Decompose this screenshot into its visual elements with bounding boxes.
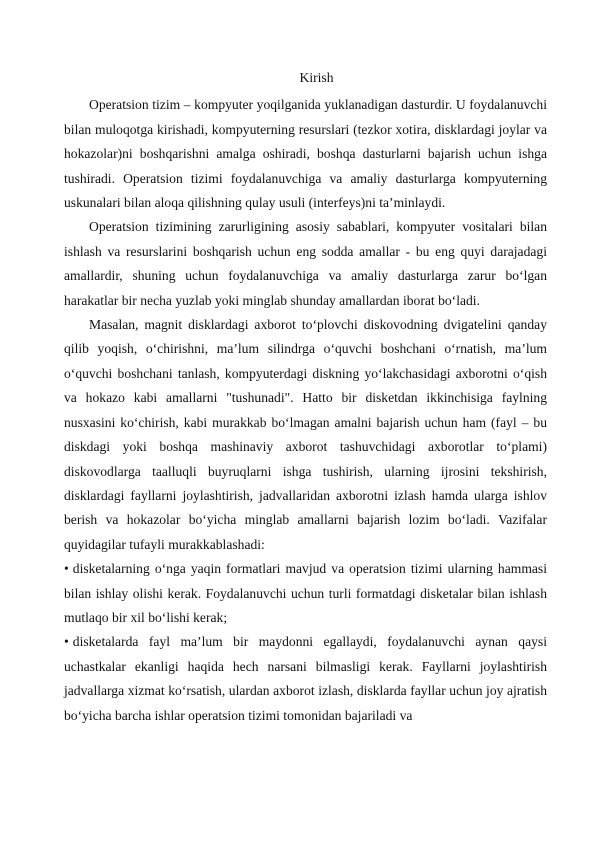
- bullet-item-file-placement: [64, 630, 547, 728]
- bullet-icon: •: [64, 634, 69, 650]
- bullet-item-formats: [64, 557, 547, 630]
- bullet-text: disketalarda fayl ma’lum bir maydonni egallaydi, foydalanuvchi aynan qaysi uchastkalar ekanligi haqida hech narsani bilmasligi kerak. Fayllarni joylashtirish jadvallarga xizmat ko‘rsatish, ulardan axborot izlash, disklarda fayllar uchun joy ajratish bo‘yicha barcha ishlar operatsion tizimi tomonidan bajariladi va: [64, 634, 547, 723]
- page-title: Kirish: [299, 70, 334, 85]
- paragraph-disk-example: Masalan, magnit disklardagi axborot to‘plovchi diskovodning dvigatelini qanday qilib yoqish, o‘chirishni, ma’lum silindrga o‘quvchi boshchani o‘rnatish, ma’lum o‘quvchi boshchani tanlash, kompyuterdagi diskning yo‘lakchasidagi axborotni o‘qish va hokazo kabi amallarni "tushunadi". Hatto bir disketdan ikkinchisiga faylning nusxasini ko‘chirish, kabi murakkab bo‘lmagan amalni bajarish uchun ham (fayl – bu diskdagi yoki boshqa mashinaviy axborot tashuvchidagi axborotlar to‘plami) diskovodlarga taalluqli buyruqlarni ishga tushirish, ularning ijrosini tekshirish, disklardagi fayllarni joylashtirish, jadvallaridan axborotni izlash hamda ularga ishlov berish va hokazolar bo‘yicha minglab amallarni bajarish lozim bo‘ladi. Vazifalar quyidagilar tufayli murakkablashadi:: [64, 317, 547, 552]
- document-page: [64, 66, 547, 728]
- bullet-icon: •: [64, 561, 69, 577]
- bullet-text: disketalarning o‘nga yaqin formatlari mavjud va operatsion tizimi ularning hammasi bilan ishlay olishi kerak. Foydalanuvchi uchun turli formatdagi disketalar bilan ishlash mutlaqo bir xil bo‘lishi kerak;: [64, 561, 547, 625]
- paragraph-os-definition: Operatsion tizim – kompyuter yoqilganida yuklanadigan dasturdir. U foydalanuvchi bilan muloqotga kirishadi, kompyuterning resurslari (tezkor xotira, disklardagi joylar va hokazolar)ni boshqarishni amalga oshiradi, boshqa dasturlarni bajarish uchun ishga tushiradi. Operatsion tizimi foydalanuvchiga va amaliy dasturlarga kompyuterning uskunalari bilan aloqa qilishning qulay usuli (interfeys)ni ta’minlaydi.: [64, 97, 547, 211]
- paragraph-os-necessity: Operatsion tizimining zarurligining asosiy sabablari, kompyuter vositalari bilan ishlash va resurslarini boshqarish uchun eng sodda amallar - bu eng quyi darajadagi amallardir, shuning uchun foydalanuvchiga va amaliy dasturlarga zarur bo‘lgan harakatlar bir necha yuzlab yoki minglab shunday amallardan iborat bo‘ladi.: [64, 219, 547, 308]
